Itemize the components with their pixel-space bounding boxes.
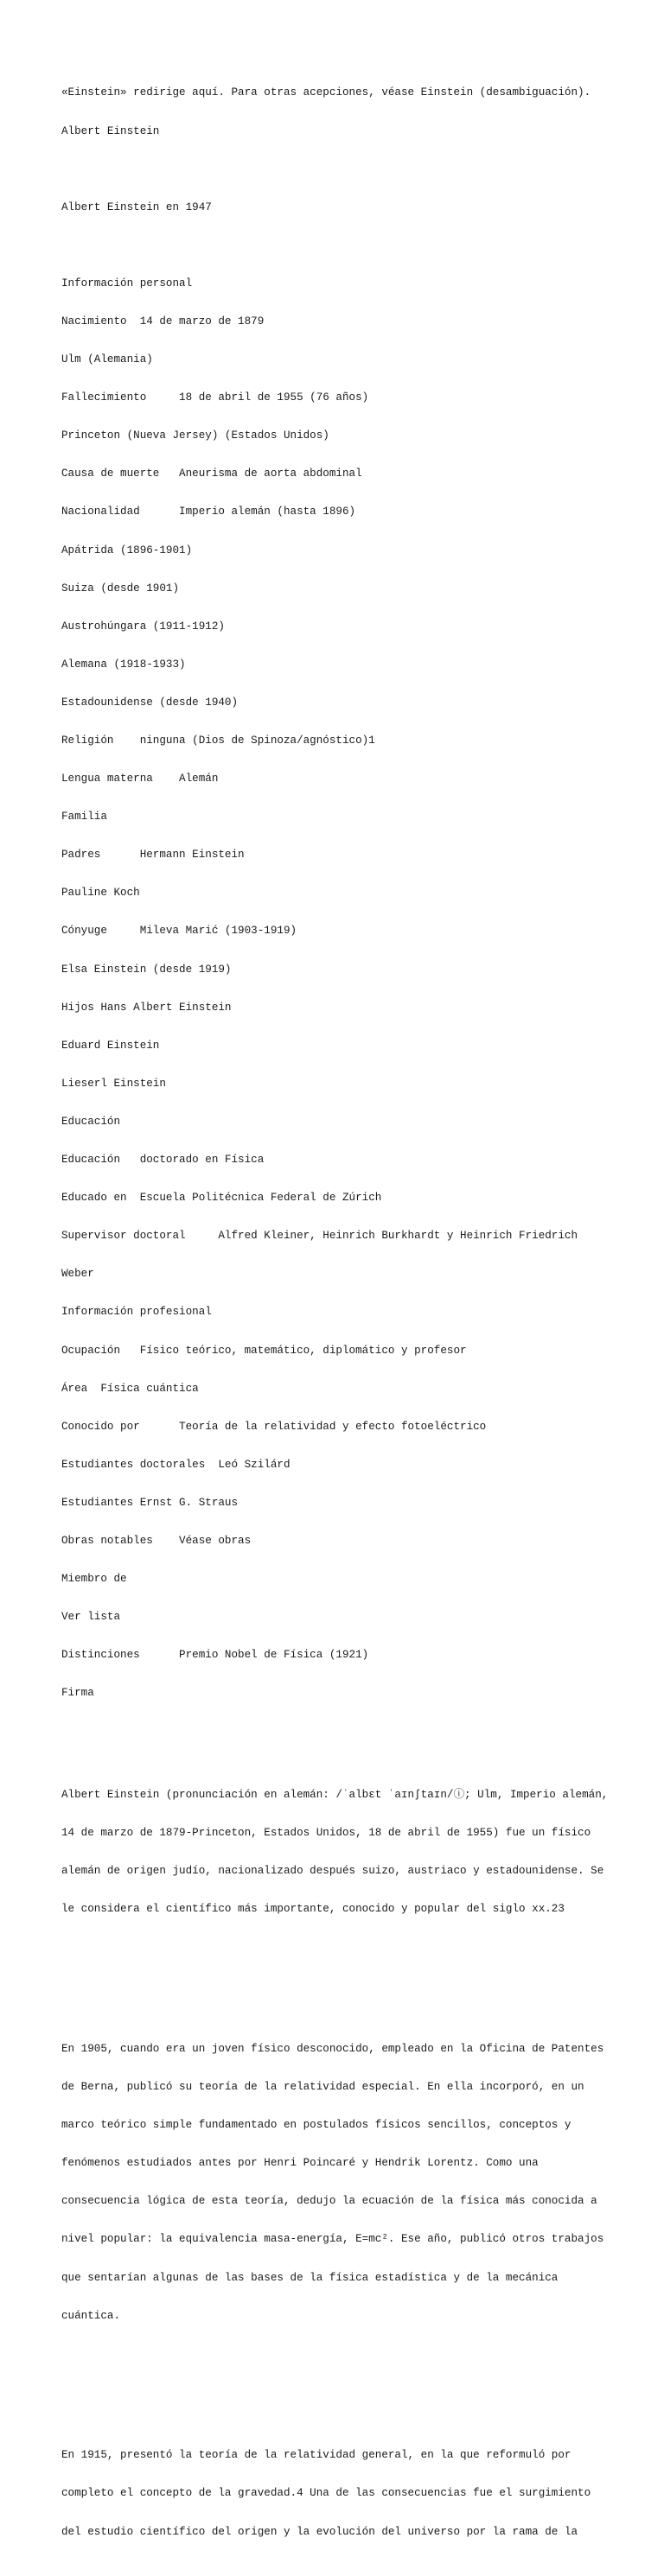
paragraph-1915 xyxy=(61,2424,597,2564)
infobox-line: Religión ninguna (Dios de Spinoza/agnóstico)1 xyxy=(61,735,375,747)
infobox-line: Ulm (Alemania) xyxy=(61,353,153,366)
redirect-note: «Einstein» redirige aquí. Para otras acepciones, véase Einstein (desambiguación). xyxy=(61,86,591,99)
image-caption: Albert Einstein en 1947 xyxy=(61,200,212,213)
infobox-line: Nacionalidad Imperio alemán (hasta 1896) xyxy=(61,506,356,518)
paragraph-line: consecuencia lógica de esta teoría, dedujo la ecuación de la física más conocida a xyxy=(61,2195,597,2208)
article-title: Albert Einstein xyxy=(61,124,160,137)
infobox-line: Princeton (Nueva Jersey) (Estados Unidos) xyxy=(61,429,329,442)
paragraph-1905 xyxy=(61,2018,604,2348)
blank-line xyxy=(61,1967,597,1980)
infobox-line: Hijos Hans Albert Einstein xyxy=(61,1001,232,1014)
infobox-line: Información personal xyxy=(61,277,193,289)
infobox-line: Lieserl Einstein xyxy=(61,1077,166,1090)
infobox-line: Suiza (desde 1901) xyxy=(61,582,180,595)
infobox-line: Firma xyxy=(61,1687,94,1700)
paragraph-line: de Berna, publicó su teoría de la relatividad especial. En ella incorporó, en un xyxy=(61,2081,584,2094)
infobox-line: Estudiantes Ernst G. Straus xyxy=(61,1496,239,1509)
paragraph-line: En 1905, cuando era un joven físico desconocido, empleado en la Oficina de Patentes xyxy=(61,2042,604,2055)
infobox-line: Estadounidense (desde 1940) xyxy=(61,696,239,709)
infobox-line: Distinciones Premio Nobel de Física (1921) xyxy=(61,1649,369,1662)
infobox-line: Fallecimiento 18 de abril de 1955 (76 años) xyxy=(61,391,369,404)
infobox-line: Ocupación Físico teórico, matemático, diplomático y profesor xyxy=(61,1344,467,1357)
infobox-line: Alemana (1918-1933) xyxy=(61,658,186,671)
infobox-line: Austrohúngara (1911-1912) xyxy=(61,620,225,633)
document-text xyxy=(61,61,609,2576)
infobox-line: Familia xyxy=(61,811,107,824)
infobox-line: Eduard Einstein xyxy=(61,1039,160,1052)
paragraph-line: marco teórico simple fundamentado en postulados físicos sencillos, conceptos y xyxy=(61,2119,571,2132)
infobox-line: Cónyuge Mileva Marić (1903-1919) xyxy=(61,925,297,938)
paragraph-line: nivel popular: la equivalencia masa-energía, E=mc². Ese año, publicó otros trabajos xyxy=(61,2233,604,2246)
infobox-line: Apátrida (1896-1901) xyxy=(61,544,193,557)
blank-line xyxy=(61,2373,597,2386)
infobox xyxy=(61,251,597,1725)
paragraph-line: le considera el científico más importante, conocido y popular del siglo xx.23 xyxy=(61,1903,565,1916)
infobox-line: Weber xyxy=(61,1268,94,1281)
infobox-line: Educado en Escuela Politécnica Federal de Zúrich xyxy=(61,1192,382,1205)
paragraph-line: 14 de marzo de 1879-Princeton, Estados Unidos, 18 de abril de 1955) fue un físico xyxy=(61,1827,591,1840)
paragraph-line: del estudio científico del origen y la evolución del universo por la rama de la xyxy=(61,2525,578,2538)
infobox-line: Elsa Einstein (desde 1919) xyxy=(61,963,232,976)
paragraph-line: alemán de origen judío, nacionalizado después suizo, austriaco y estadounidense. Se xyxy=(61,1865,604,1878)
infobox-line: Causa de muerte Aneurisma de aorta abdominal xyxy=(61,467,362,480)
infobox-line: Supervisor doctoral Alfred Kleiner, Heinrich Burkhardt y Heinrich Friedrich xyxy=(61,1230,578,1243)
infobox-line: Educación doctorado en Física xyxy=(61,1154,265,1167)
paragraph-line: fenómenos estudiados antes por Henri Poincaré y Hendrik Lorentz. Como una xyxy=(61,2157,539,2170)
intro-paragraph xyxy=(61,1764,609,1942)
infobox-line: Padres Hermann Einstein xyxy=(61,849,245,862)
infobox-line: Obras notables Véase obras xyxy=(61,1534,252,1547)
paragraph-line: completo el concepto de la gravedad.4 Una de las consecuencias fue el surgimiento xyxy=(61,2487,591,2500)
infobox-line: Estudiantes doctorales Leó Szilárd xyxy=(61,1458,290,1471)
paragraph-line: En 1915, presentó la teoría de la relatividad general, en la que reformuló por xyxy=(61,2449,571,2462)
paragraph-line: que sentarían algunas de las bases de la física estadística y de la mecánica xyxy=(61,2271,559,2284)
infobox-line: Lengua materna Alemán xyxy=(61,773,219,786)
paragraph-line: Albert Einstein (pronunciación en alemán: /ˈalbɛt ˈaɪnʃtaɪn/ⓘ; Ulm, Imperio alemán, xyxy=(61,1788,609,1801)
infobox-line: Pauline Koch xyxy=(61,887,140,900)
infobox-line: Educación xyxy=(61,1115,121,1128)
blank-line xyxy=(61,163,597,176)
infobox-line: Conocido por Teoría de la relatividad y efecto fotoeléctrico xyxy=(61,1420,487,1433)
infobox-line: Área Física cuántica xyxy=(61,1382,199,1395)
infobox-line: Información profesional xyxy=(61,1306,212,1319)
infobox-line: Ver lista xyxy=(61,1611,121,1624)
paragraph-line: cuántica. xyxy=(61,2309,121,2322)
infobox-line: Nacimiento 14 de marzo de 1879 xyxy=(61,315,265,328)
infobox-line: Miembro de xyxy=(61,1573,127,1586)
